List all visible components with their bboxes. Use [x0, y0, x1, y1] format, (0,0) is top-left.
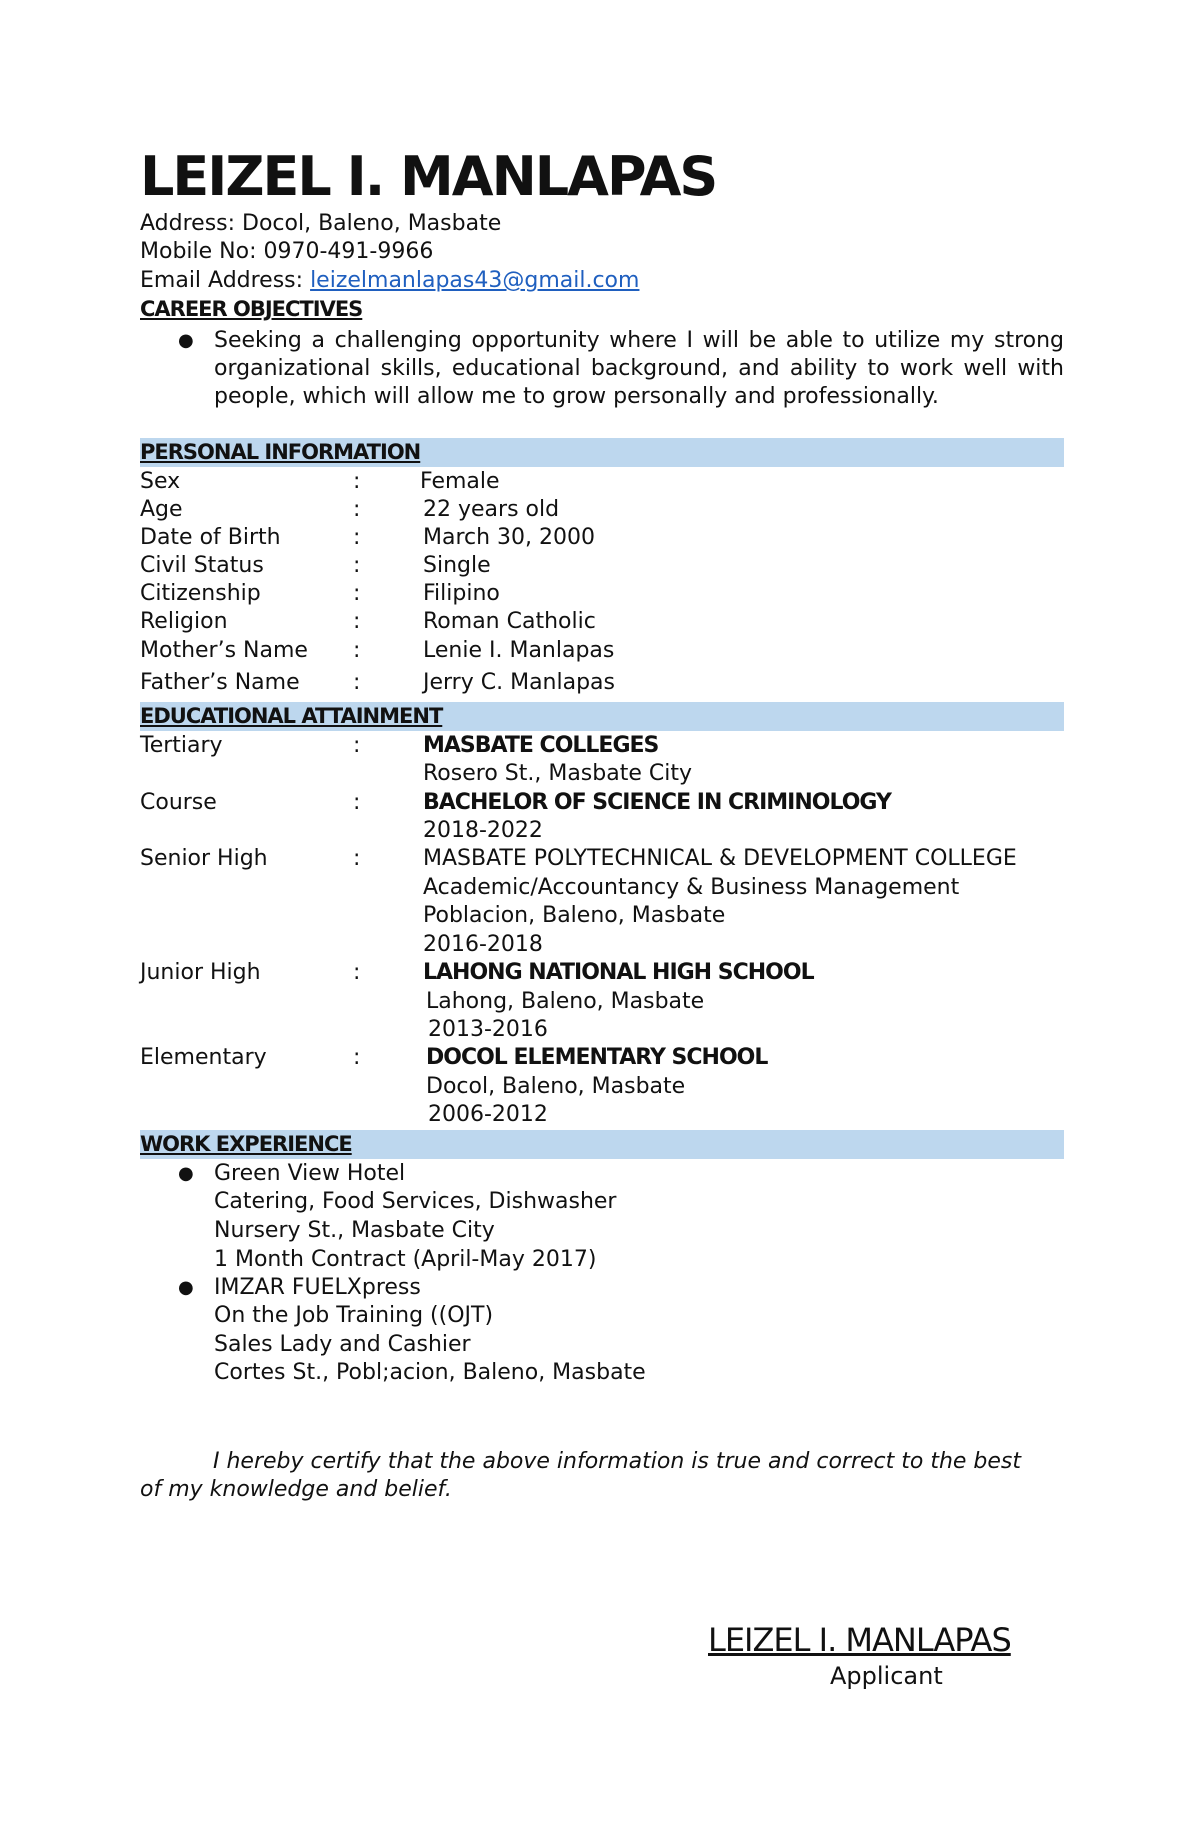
info-label: Sex	[140, 469, 181, 494]
address-value: Docol, Baleno, Masbate	[242, 211, 502, 236]
edu-address: Docol, Baleno, Masbate	[426, 1074, 686, 1099]
signature-name: LEIZEL I. MANLAPAS	[708, 1621, 1011, 1659]
email-label: Email Address:	[140, 268, 304, 293]
info-label: Father’s Name	[140, 670, 300, 695]
edu-years: 2006-2012	[428, 1102, 548, 1127]
educational-attainment-heading: EDUCATIONAL ATTAINMENT	[140, 702, 1064, 731]
job-line: Catering, Food Services, Dishwasher	[214, 1189, 617, 1214]
edu-school: DOCOL ELEMENTARY SCHOOL	[426, 1045, 768, 1070]
colon-separator: :	[353, 638, 361, 663]
edu-label: Senior High	[140, 846, 268, 871]
colon-separator: :	[353, 1045, 361, 1070]
edu-school: LAHONG NATIONAL HIGH SCHOOL	[423, 960, 814, 985]
info-label: Date of Birth	[140, 525, 281, 550]
edu-address: Lahong, Baleno, Masbate	[426, 989, 705, 1014]
certification-statement: I hereby certify that the above information is true and correct to the best of my knowledge and belief.	[140, 1449, 1022, 1502]
colon-separator: :	[353, 497, 361, 522]
edu-label: Course	[140, 790, 217, 815]
edu-address: Rosero St., Masbate City	[423, 761, 692, 786]
mobile-value: 0970-491-9966	[263, 239, 434, 264]
info-label: Religion	[140, 609, 228, 634]
edu-school: MASBATE POLYTECHNICAL & DEVELOPMENT COLLEGE	[423, 846, 1017, 871]
edu-label: Junior High	[140, 960, 261, 985]
info-value: Female	[420, 469, 500, 494]
info-label: Citizenship	[140, 581, 261, 606]
colon-separator: :	[353, 670, 361, 695]
job-line: Green View Hotel	[214, 1161, 406, 1186]
address-label: Address:	[140, 211, 236, 236]
job-line: 1 Month Contract (April-May 2017)	[214, 1247, 597, 1272]
email-link[interactable]: leizelmanlapas43@gmail.com	[310, 268, 640, 293]
info-label: Age	[140, 497, 183, 522]
colon-separator: :	[353, 609, 361, 634]
edu-label: Tertiary	[140, 733, 223, 758]
edu-years: 2013-2016	[428, 1017, 548, 1042]
info-value: Single	[423, 553, 491, 578]
career-objective-text: Seeking a challenging opportunity where I will be able to utilize my strong organizational skills, educational background, and ability to work well with people, which will allow me to grow personally and professionally.	[214, 328, 1064, 409]
career-objectives-heading: CAREER OBJECTIVES	[140, 297, 363, 321]
edu-course: BACHELOR OF SCIENCE IN CRIMINOLOGY	[423, 790, 891, 815]
bullet-icon: ●	[178, 330, 194, 351]
edu-years: 2016-2018	[423, 932, 543, 957]
bullet-icon: ●	[178, 1277, 194, 1298]
edu-strand: Academic/Accountancy & Business Management	[423, 875, 960, 900]
job-line: Nursery St., Masbate City	[214, 1218, 495, 1243]
info-value: Roman Catholic	[423, 609, 596, 634]
job-line: IMZAR FUELXpress	[214, 1275, 421, 1300]
colon-separator: :	[353, 553, 361, 578]
info-value: March 30, 2000	[423, 525, 596, 550]
mobile-label: Mobile No:	[140, 239, 257, 264]
colon-separator: :	[353, 960, 361, 985]
colon-separator: :	[353, 733, 361, 758]
info-value: 22 years old	[423, 497, 560, 522]
job-line: Cortes St., Pobl;acion, Baleno, Masbate	[214, 1360, 646, 1385]
job-line: Sales Lady and Cashier	[214, 1332, 471, 1357]
applicant-name: LEIZEL I. MANLAPAS	[140, 145, 717, 208]
edu-school: MASBATE COLLEGES	[423, 733, 659, 758]
info-label: Civil Status	[140, 553, 264, 578]
info-value: Jerry C. Manlapas	[423, 670, 615, 695]
job-line: On the Job Training ((OJT)	[214, 1303, 494, 1328]
colon-separator: :	[353, 525, 361, 550]
colon-separator: :	[353, 846, 361, 871]
colon-separator: :	[353, 790, 361, 815]
info-value: Lenie I. Manlapas	[423, 638, 615, 663]
edu-address: Poblacion, Baleno, Masbate	[423, 903, 726, 928]
mobile-line	[140, 238, 433, 266]
work-experience-heading: WORK EXPERIENCE	[140, 1130, 1064, 1159]
edu-label: Elementary	[140, 1045, 267, 1070]
signature-role: Applicant	[830, 1662, 943, 1690]
colon-separator: :	[353, 581, 361, 606]
colon-separator: :	[353, 469, 361, 494]
personal-information-heading: PERSONAL INFORMATION	[140, 438, 1064, 467]
info-value: Filipino	[423, 581, 500, 606]
edu-years: 2018-2022	[423, 818, 543, 843]
address-line	[140, 210, 501, 238]
info-label: Mother’s Name	[140, 638, 308, 663]
email-line	[140, 267, 639, 295]
bullet-icon: ●	[178, 1163, 194, 1184]
